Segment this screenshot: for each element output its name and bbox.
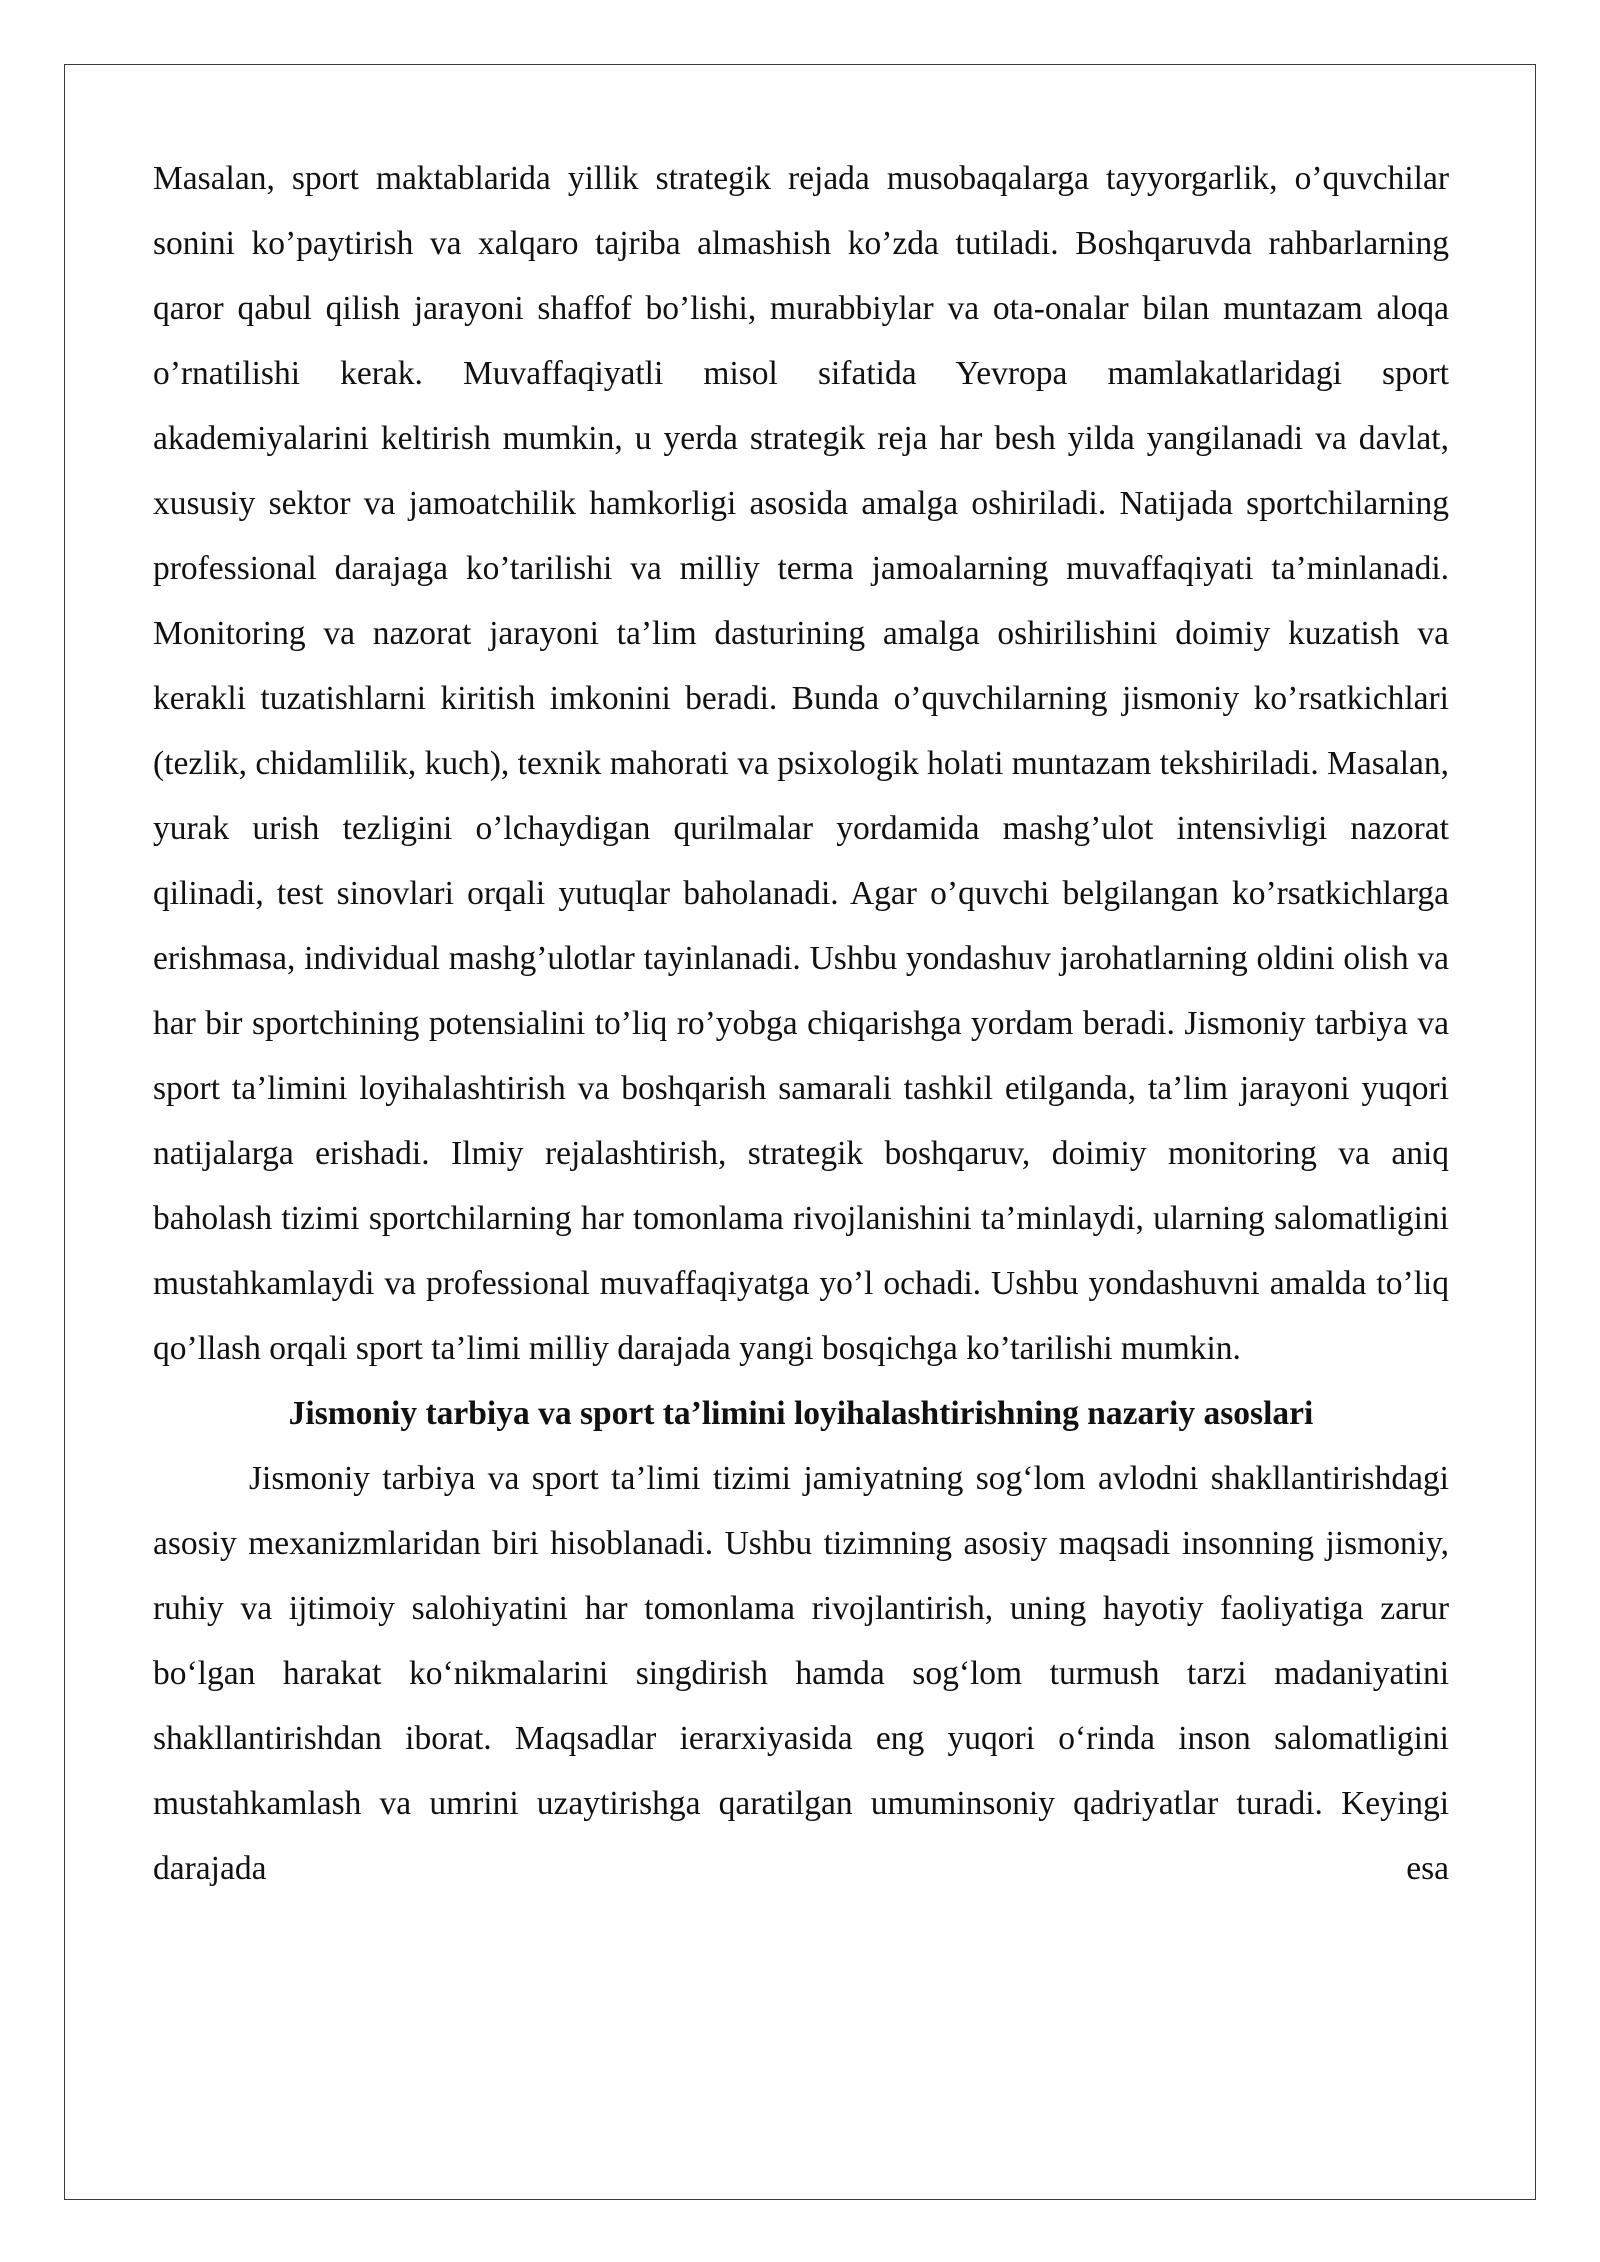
section-heading: Jismoniy tarbiya va sport ta’limini loyihalashtirishning nazariy asoslari xyxy=(288,1395,1314,1432)
document-body xyxy=(153,146,1449,1901)
body-paragraph: Jismoniy tarbiya va sport ta’limi tizimi jamiyatning sog‘lom avlodni shakllantirishdagi asosiy mexanizmlaridan biri hisoblanadi. Ushbu tizimning asosiy maqsadi insonning jismoniy, ruhiy va ijtimoiy salohiyatini har tomonlama rivojlantirish, uning hayotiy faoliyatiga zarur bo‘lgan harakat ko‘nikmalarini singdirish hamda sog‘lom turmush tarzi madaniyatini shakllantirishdan iborat. Maqsadlar ierarxiyasida eng yuqori o‘rinda inson salomatligini mustahkamlash va umrini uzaytirishga qaratilgan umuminsoniy qadriyatlar turadi. Keyingi darajada esa xyxy=(153,1460,1449,1887)
body-paragraph: Masalan, sport maktablarida yillik strategik rejada musobaqalarga tayyorgarlik, o’quvchilar sonini ko’paytirish va xalqaro tajriba almashish ko’zda tutiladi. Boshqaruvda rahbarlarning qaror qabul qilish jarayoni shaffof bo’lishi, murabbiylar va ota-onalar bilan muntazam aloqa o’rnatilishi kerak. Muvaffaqiyatli misol sifatida Yevropa mamlakatlaridagi sport akademiyalarini keltirish mumkin, u yerda strategik reja har besh yilda yangilanadi va davlat, xususiy sektor va jamoatchilik hamkorligi asosida amalga oshiriladi. Natijada sportchilarning professional darajaga ko’tarilishi va milliy terma jamoalarning muvaffaqiyati ta’minlanadi. Monitoring va nazorat jarayoni ta’lim dasturining amalga oshirilishini doimiy kuzatish va kerakli tuzatishlarni kiritish imkonini beradi. Bunda o’quvchilarning jismoniy ko’rsatkichlari (tezlik, chidamlilik, kuch), texnik mahorati va psixologik holati muntazam tekshiriladi. Masalan, yurak urish tezligini o’lchaydigan qurilmalar yordamida mashg’ulot intensivligi nazorat qilinadi, test sinovlari orqali yutuqlar baholanadi. Agar o’quvchi belgilangan ko’rsatkichlarga erishmasa, individual mashg’ulotlar tayinlanadi. Ushbu yondashuv jarohatlarning oldini olish va har bir sportchining potensialini to’liq ro’yobga chiqarishga yordam beradi. Jismoniy tarbiya va sport ta’limini loyihalashtirish va boshqarish samarali tashkil etilganda, ta’lim jarayoni yuqori natijalarga erishadi. Ilmiy rejalashtirish, strategik boshqaruv, doimiy monitoring va aniq baholash tizimi sportchilarning har tomonlama rivojlanishini ta’minlaydi, ularning salomatligini mustahkamlaydi va professional muvaffaqiyatga yo’l ochadi. Ushbu yondashuvni amalda to’liq qo’llash orqali sport ta’limi milliy darajada yangi bosqichga ko’tarilishi mumkin. xyxy=(153,160,1449,1367)
